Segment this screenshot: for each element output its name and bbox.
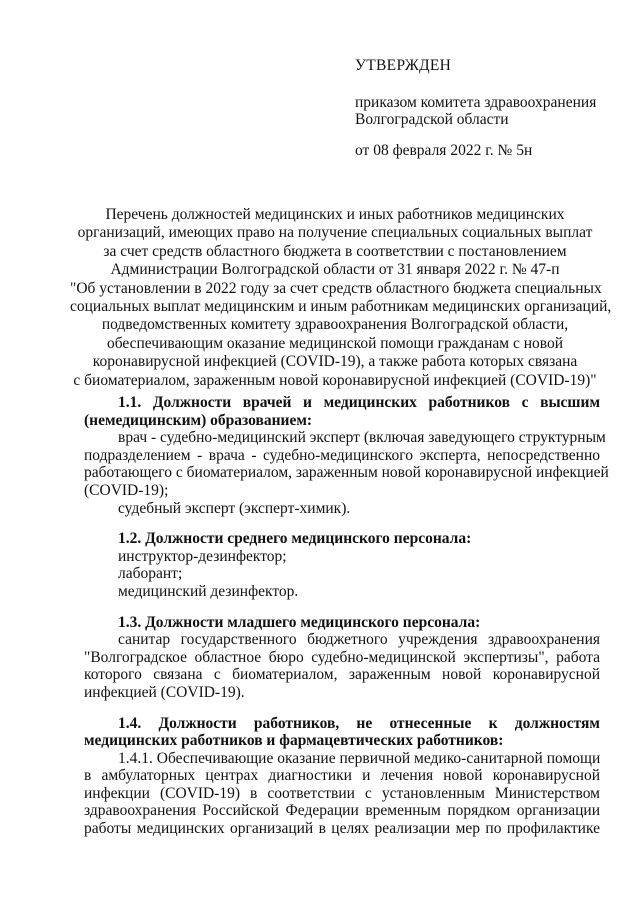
title-line: обеспечивающим оказание медицинской помощи гражданам с новой [106, 334, 564, 352]
title-line: Администрации Волгоградской области от 31 января 2022 г. № 47-п [110, 261, 560, 279]
section-1-2-heading: 1.2. Должности среднего медицинского персонала: [118, 530, 472, 548]
section-1-3-paragraph-line: инфекцией (COVID-19). [84, 683, 245, 701]
section-1-2-item: медицинский дезинфектор. [118, 582, 299, 600]
section-1-4-paragraph-line: 1.4.1. Обеспечивающие оказание первичной медико-санитарной помощи [118, 749, 601, 767]
section-1-1-paragraph-line: работающего с биоматериалом, зараженным новой коронавирусной инфекцией [84, 464, 609, 482]
title-line: с биоматериалом, зараженным новой коронавирусной инфекцией (COVID-19)" [73, 371, 597, 389]
section-1-4-paragraph-line: в амбулаторных центрах диагностики и лечения новой коронавирусной [84, 767, 600, 785]
section-1-1-paragraph-line: подразделением - врача - судебно-медицинского эксперта, непосредственно [84, 446, 600, 464]
title-line: организаций, имеющих право на получение специальных социальных выплат [77, 224, 593, 242]
approval-date-line: от 08 февраля 2022 г. № 5н [355, 142, 533, 159]
title-line: социальных выплат медицинским и иным работникам медицинских организаций, [70, 298, 612, 316]
document-body [84, 394, 609, 838]
section-1-3-paragraph-line: санитар государственного бюджетного учреждения здравоохранения [118, 631, 600, 649]
approval-order-line: приказом комитета здравоохранения [355, 94, 597, 111]
section-1-2-item: лаборант; [118, 565, 183, 583]
approval-title: УТВЕРЖДЕН [355, 57, 452, 74]
section-1-4-paragraph-line: здравоохранения Российской Федерации временным порядком организации [84, 802, 600, 820]
title-line: подведомственных комитету здравоохранения Волгоградской области, [101, 316, 569, 334]
section-1-3-heading: 1.3. Должности младшего медицинского персонала: [118, 613, 481, 631]
section-1-2-item: инструктор-дезинфектор; [118, 547, 287, 565]
section-1-4-paragraph-line: работы медицинских организаций в целях реализации мер по профилактике [84, 820, 600, 838]
section-1-1-heading: 1.1. Должности врачей и медицинских работников с высшим [118, 394, 600, 411]
approval-block [355, 57, 625, 159]
title-line: за счет средств областного бюджета в соответствии с постановлением [103, 242, 567, 260]
section-1-4-heading: 1.4. Должности работников, не отнесенные к должностям [118, 714, 600, 732]
section-1-1-item: судебный эксперт (эксперт-химик). [118, 499, 351, 517]
section-1-3-paragraph-line: "Волгоградское областное бюро судебно-медицинской экспертизы", работа [84, 648, 600, 666]
document-title [70, 206, 612, 390]
title-line: "Об установлении в 2022 году за счет средств областного бюджета специальных [70, 279, 602, 297]
section-1-1-paragraph-line: (COVID-19); [84, 481, 169, 499]
section-1-4-paragraph-line: инфекции (COVID-19) в соответствии с установленным Министерством [84, 784, 600, 802]
section-1-1-heading-cont: (немедицинским) образованием: [84, 411, 313, 429]
title-line: Перечень должностей медицинских и иных работников медицинских [105, 206, 565, 223]
section-1-4-heading-cont: медицинских работников и фармацевтических работников: [84, 732, 504, 750]
title-line: коронавирусной инфекцией (COVID-19), а также работа которых связана [92, 353, 578, 371]
section-1-1-paragraph-line: врач - судебно-медицинский эксперт (включая заведующего структурным [118, 429, 606, 447]
approval-region-line: Волгоградской области [355, 111, 509, 128]
section-1-3-paragraph-line: которого связана с биоматериалом, зараженным новой коронавирусной [84, 666, 600, 684]
